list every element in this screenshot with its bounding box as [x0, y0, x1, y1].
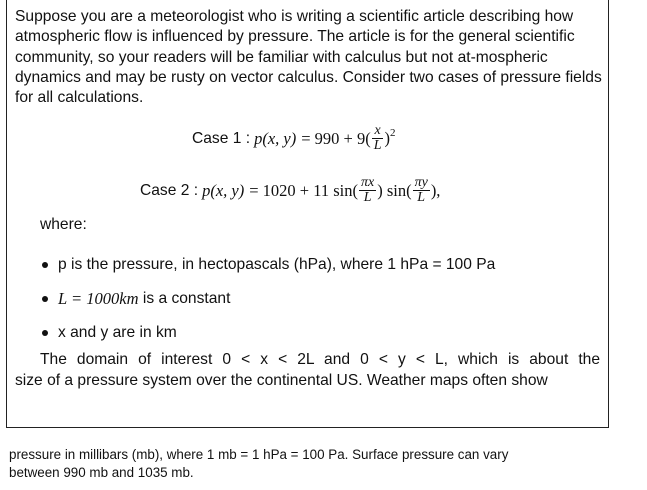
bullet-text: x and y are in km — [58, 324, 177, 341]
case1-label: Case 1 : — [192, 129, 251, 147]
bullet-text: p is the pressure, in hectopascals (hPa), where 1 hPa = 100 Pa — [58, 256, 496, 273]
case2-fraction-1 — [359, 176, 376, 205]
case2-end: ), — [430, 180, 441, 200]
list-item — [40, 282, 495, 316]
footer-paragraph: pressure in millibars (mb), where 1 mb = 1 hPa = 100 Pa. Surface pressure can vary between 990 mb and 1035 mb. — [9, 447, 509, 480]
case1-frac-num: x — [374, 123, 381, 138]
case2-frac2-num: πy — [414, 175, 428, 190]
where-label: where: — [40, 216, 87, 233]
domain-line-2: size of a pressure system over the continental US. Weather maps often show — [15, 371, 548, 389]
case2-fraction-2 — [413, 176, 430, 205]
case1-power: 2 — [390, 127, 396, 140]
definitions-list — [40, 248, 495, 350]
case1-close: )$^2$ — [384, 127, 396, 148]
case1-lhs: p(x, y) — [254, 128, 297, 148]
case2-lhs: p(x, y) — [202, 180, 245, 200]
bullet-icon — [42, 262, 48, 268]
case2-frac1-den: L — [363, 190, 372, 205]
case2-frac1-num: πx — [360, 175, 375, 190]
case2-mid: ) sin( — [377, 180, 412, 200]
case2-rhs-const: = 1020 + 11 sin( — [249, 180, 358, 200]
bullet-math: L = 1000km — [58, 289, 139, 308]
domain-paragraph — [15, 350, 600, 391]
case2-frac2-den: L — [417, 190, 426, 205]
bullet-text: is a constant — [138, 290, 231, 307]
case1-fraction — [372, 124, 384, 153]
bullet-icon — [42, 296, 48, 302]
list-item — [40, 248, 495, 282]
intro-paragraph: Suppose you are a meteorologist who is writing a scientific article describing how atmospheric flow is influenced by pressure. The article is for the general scientific community, so your readers will be familiar with calculus but not at-mospheric dynamics and may be rusty on vector calculus. Consider two cases of pressure fields for all calculations. — [15, 8, 602, 107]
case2-label: Case 2 : — [140, 181, 199, 199]
case1-frac-den: L — [373, 138, 382, 153]
case1-rhs-const: = 990 + 9( — [301, 128, 371, 148]
case1-equation — [192, 124, 396, 153]
case2-equation — [140, 176, 440, 205]
list-item — [40, 316, 495, 350]
domain-line-1: The domain of interest 0 < x < 2L and 0 < y < L, which is about the — [40, 351, 600, 368]
bullet-icon — [42, 330, 48, 336]
